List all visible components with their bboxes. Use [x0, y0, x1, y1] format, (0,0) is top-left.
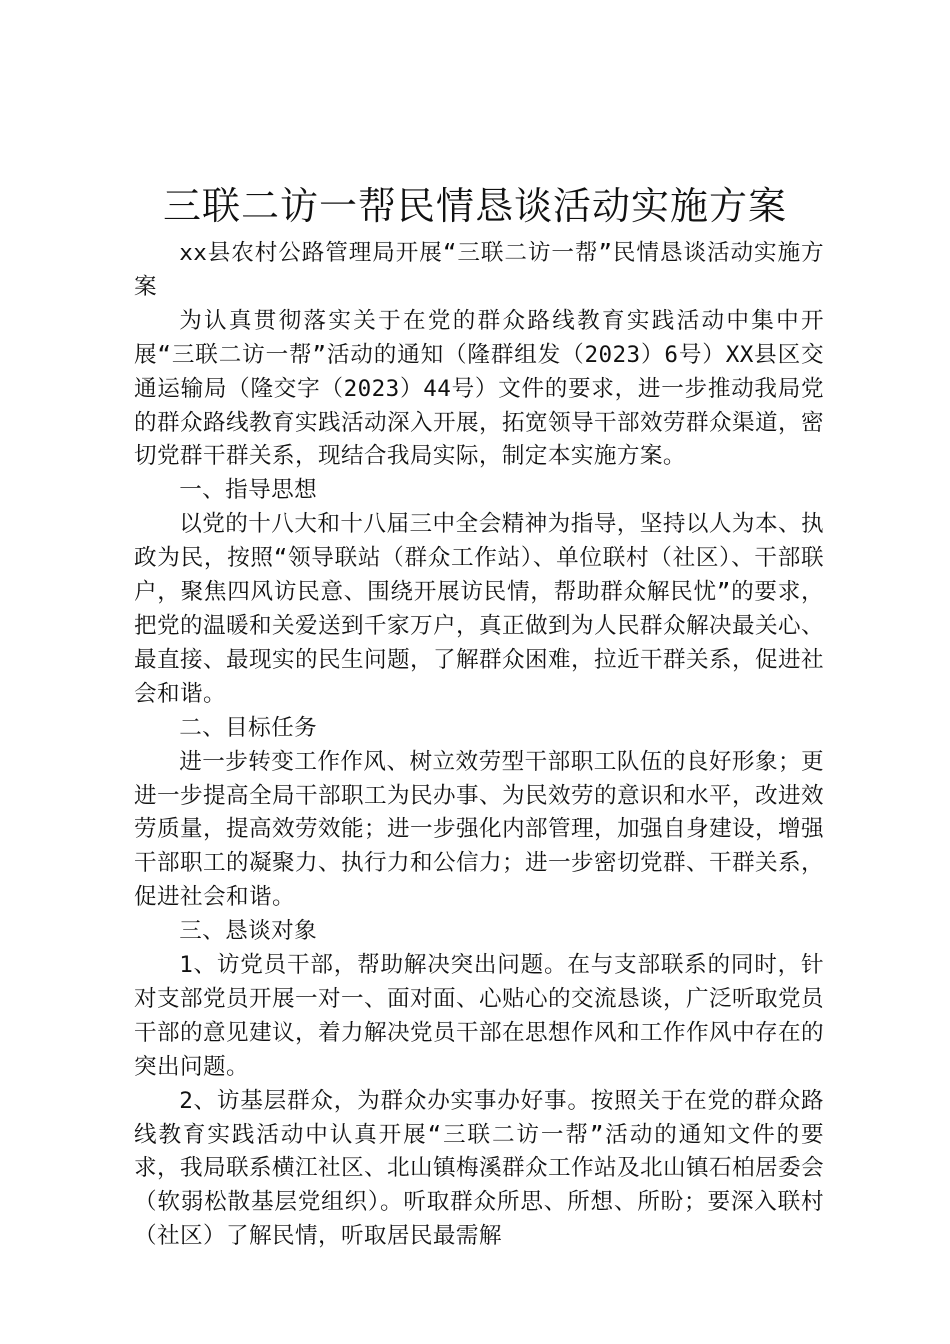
section-heading-guiding-thought: 一、指导思想 [179, 477, 318, 504]
section-heading-targets: 三、恳谈对象 [179, 918, 318, 945]
goals-paragraph: 进一步转变工作作风、树立效劳型干部职工队伍的良好形象；更进一步提高全局干部职工为民办事、为民效劳的意识和水平，改进效劳质量，提高效劳效能；进一步强化内部管理，加强自身建设，增强干部职工的凝聚力、执行力和公信力；进一步密切党群、干群关系，促进社会和谐。 [134, 748, 824, 911]
targets-item-2: 2、访基层群众，为群众办实事办好事。按照关于在党的群众路线教育实践活动中认真开展“三联二访一帮”活动的通知文件的要求，我局联系横江社区、北山镇梅溪群众工作站及北山镇石柏居委会（软弱松散基层党组织）。听取群众所思、所想、所盼；要深入联村（社区）了解民情，听取居民最需解 [134, 1087, 824, 1250]
intro-paragraph: 为认真贯彻落实关于在党的群众路线教育实践活动中集中开展“三联二访一帮”活动的通知（隆群组发（2023）6号）XX县区交通运输局（隆交字（2023）44号）文件的要求，进一步推动我局党的群众路线教育实践活动深入开展，拓宽领导干部效劳群众渠道，密切党群干群关系，现结合我局实际，制定本实施方案。 [134, 307, 824, 470]
section-heading-goals: 二、目标任务 [179, 714, 318, 741]
document-body [134, 237, 824, 1254]
targets-item-1: 1、访党员干部，帮助解决突出问题。在与支部联系的同时，针对支部党员开展一对一、面对面、心贴心的交流恳谈，广泛听取党员干部的意见建议，着力解决党员干部在思想作风和工作作风中存在的突出问题。 [134, 952, 824, 1080]
subtitle-paragraph: xx县农村公路管理局开展“三联二访一帮”民情恳谈活动实施方案 [134, 240, 824, 300]
guiding-thought-paragraph: 以党的十八大和十八届三中全会精神为指导，坚持以人为本、执政为民，按照“领导联站（群众工作站）、单位联村（社区）、干部联户，聚焦四风访民意、围绕开展访民情，帮助群众解民忧”的要求，把党的温暖和关爱送到千家万户，真正做到为人民群众解决最关心、最直接、最现实的民生问题，了解群众困难，拉近干群关系，促进社会和谐。 [134, 511, 824, 707]
document-title: 三联二访一帮民情恳谈活动实施方案 [162, 184, 787, 228]
